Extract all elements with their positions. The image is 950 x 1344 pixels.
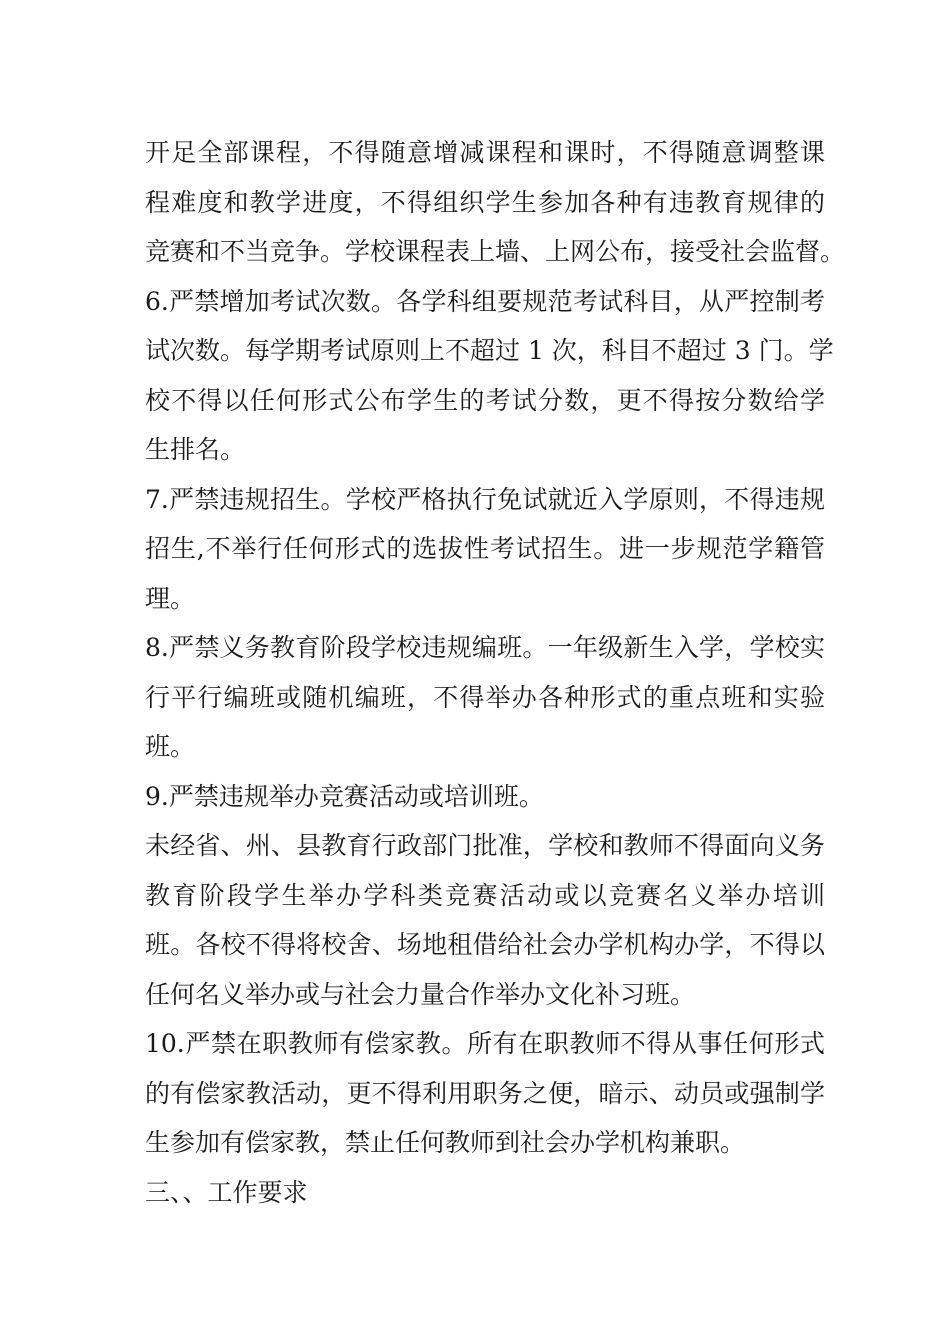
text-line: 竞赛和不当竞争。学校课程表上墙、上网公布，接受社会监督。 — [145, 237, 846, 266]
text-line: 9.严禁违规举办竞赛活动或培训班。 — [145, 781, 544, 811]
text-line: 行平行编班或随机编班，不得举办各种形式的重点班和实验 — [145, 682, 825, 712]
text-line: 10.严禁在职教师有偿家教。所有在职教师不得从事任何形式 — [145, 1029, 825, 1058]
text-line: 生参加有偿家教，禁止任何教师到社会办学机构兼职。 — [145, 1128, 746, 1157]
text-line: 招生,不举行任何形式的选拔性考试招生。进一步规范学籍管 — [145, 534, 825, 563]
text-line: 试次数。每学期考试原则上不超过 1 次，科目不超过 3 门。学 — [145, 336, 834, 365]
body-text — [145, 128, 846, 1217]
text-line: 的有偿家教活动，更不得利用职务之便，暗示、动员或强制学 — [145, 1078, 825, 1108]
section-heading: 三、、工作要求 — [145, 1177, 308, 1207]
text-line: 8.严禁义务教育阶段学校违规编班。一年级新生入学，学校实 — [145, 633, 825, 662]
text-line: 教育阶段学生举办学科类竞赛活动或以竞赛名义举办培训 — [145, 880, 825, 910]
text-line: 6.严禁增加考试次数。各学科组要规范考试科目，从严控制考 — [145, 286, 825, 316]
text-line: 班。 — [145, 732, 196, 761]
text-line: 开足全部课程，不得随意增减课程和课时，不得随意调整课 — [145, 138, 825, 167]
text-line: 未经省、州、县教育行政部门批准，学校和教师不得面向义务 — [145, 831, 825, 860]
text-line: 理。 — [145, 583, 196, 613]
text-line: 生排名。 — [145, 435, 246, 464]
text-line: 校不得以任何形式公布学生的考试分数，更不得按分数给学 — [145, 385, 825, 415]
text-line: 任何名义举办或与社会力量合作举办文化补习班。 — [145, 979, 696, 1009]
text-line: 程难度和教学进度，不得组织学生参加各种有违教育规律的 — [145, 187, 825, 217]
text-line: 班。各校不得将校舍、场地租借给社会办学机构办学，不得以 — [145, 930, 825, 959]
text-line: 7.严禁违规招生。学校严格执行免试就近入学原则，不得违规 — [145, 484, 825, 514]
